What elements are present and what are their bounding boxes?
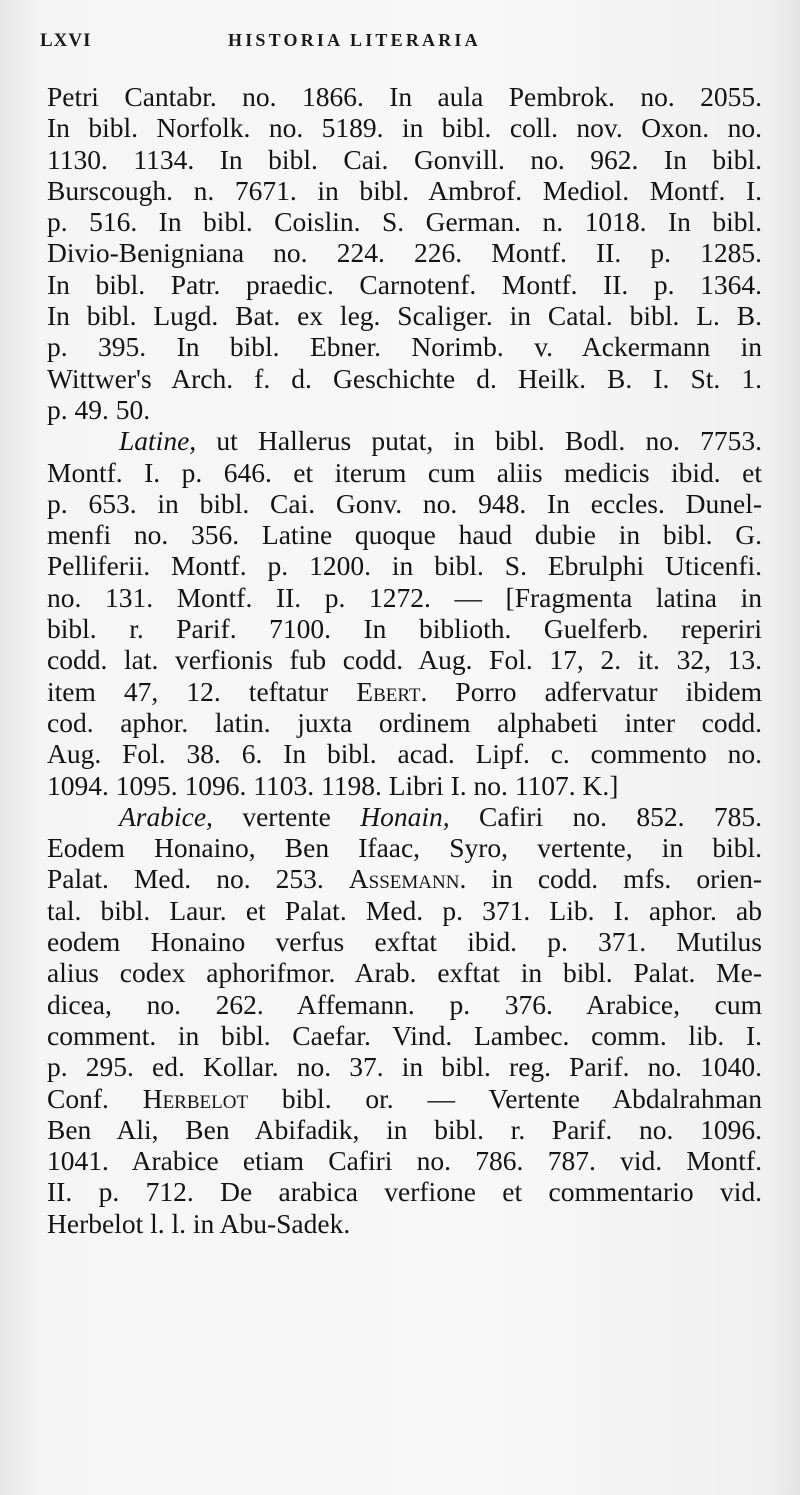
author-name: Assemann. (348, 863, 467, 895)
text-line: tal. bibl. Laur. et Palat. Med. p. 371. Lib. I. aphor. ab (47, 894, 762, 926)
running-title: HISTORIA LITERARIA (228, 30, 481, 50)
author-name: Ebert. (356, 675, 428, 707)
text-line: p. 653. in bibl. Cai. Gonv. no. 948. In eccles. Dunel- (47, 487, 762, 519)
text-fragment: bibl. or. — Vertente Abdalrahman (281, 1082, 762, 1114)
text-line: cod. aphor. latin. juxta ordinem alphabeti inter codd. (47, 706, 762, 738)
text-line: codd. lat. verfionis fub codd. Aug. Fol. 17, 2. it. 32, 13. (47, 644, 762, 676)
text-line: p. 516. In bibl. Coislin. S. German. n. 1018. In bibl. (47, 206, 762, 238)
text-line: Ben Ali, Ben Abifadik, in bibl. r. Parif. no. 1096. (47, 1113, 762, 1145)
paragraph-lead-word: Latine, (119, 425, 197, 457)
text-line: Montf. I. p. 646. et iterum cum aliis medicis ibid. et (47, 456, 762, 488)
text-line: II. p. 712. De arabica verfione et commentario vid. (47, 1176, 762, 1208)
translator-name: Honain, (360, 800, 450, 832)
text-line (47, 676, 762, 707)
text-line: menfi no. 356. Latine quoque haud dubie in bibl. G. (47, 519, 762, 551)
text-line: p. 395. In bibl. Ebner. Norimb. v. Ackermann in (47, 331, 762, 363)
text-line: Petri Cantabr. no. 1866. In aula Pembrok. no. 2055. (47, 81, 762, 112)
paragraph-lead-word: Arabice, (119, 800, 213, 832)
text-line: In bibl. Lugd. Bat. ex leg. Scaliger. in Catal. bibl. L. B. (47, 300, 762, 332)
text-fragment: Palat. Med. no. 253. (47, 863, 324, 895)
author-name: Herbelot (142, 1082, 249, 1114)
text-line: no. 131. Montf. II. p. 1272. — [Fragmenta latina in (47, 581, 762, 613)
text-line: alius codex aphorifmor. Arab. exftat in bibl. Palat. Me- (47, 957, 762, 989)
text-line: p. 295. ed. Kollar. no. 37. in bibl. reg. Parif. no. 1040. (47, 1051, 762, 1083)
text-line: Herbelot l. l. in Abu-Sadek. (47, 1207, 351, 1239)
text-fragment: Cafiri no. 852. 785. (479, 800, 762, 832)
text-line: p. 49. 50. (47, 393, 151, 425)
text-line (47, 801, 762, 832)
text-line: In bibl. Norfolk. no. 5189. in bibl. coll. nov. Oxon. no. (47, 112, 762, 144)
text-line (47, 863, 762, 894)
text-line: Aug. Fol. 38. 6. In bibl. acad. Lipf. c. commento no. (47, 738, 762, 770)
text-line: 1094. 1095. 1096. 1103. 1198. Libri I. no. 1107. K.] (47, 769, 619, 801)
text-line: bibl. r. Parif. 7100. In biblioth. Guelferb. reperiri (47, 613, 762, 645)
text-fragment: item 47, 12. teftatur (47, 675, 329, 707)
text-line: Pelliferii. Montf. p. 1200. in bibl. S. Ebrulphi Uticenfi. (47, 550, 762, 582)
text-line: eodem Honaino verfus exftat ibid. p. 371. Mutilus (47, 926, 762, 958)
page-body (47, 81, 762, 1239)
text-line: dicea, no. 262. Affemann. p. 376. Arabice, cum (47, 988, 762, 1020)
text-line: 1130. 1134. In bibl. Cai. Gonvill. no. 962. In bibl. (47, 143, 762, 175)
text-fragment: Conf. (47, 1082, 109, 1114)
text-line: comment. in bibl. Caefar. Vind. Lambec. comm. lib. I. (47, 1019, 762, 1051)
text-line: In bibl. Patr. praedic. Carnotenf. Montf. II. p. 1364. (47, 268, 762, 300)
text-fragment: ut Hallerus putat, in bibl. Bodl. no. 7753. (216, 425, 763, 457)
text-line (47, 1083, 762, 1114)
text-line (47, 425, 762, 456)
text-fragment: vertente (242, 800, 331, 832)
text-line: 1041. Arabice etiam Cafiri no. 786. 787. vid. Montf. (47, 1145, 762, 1177)
text-line: Burscough. n. 7671. in bibl. Ambrof. Mediol. Montf. I. (47, 174, 762, 206)
text-line: Wittwer's Arch. f. d. Geschichte d. Heilk. B. I. St. 1. (47, 362, 762, 394)
page-number: LXVI (40, 30, 92, 51)
text-fragment: in codd. mfs. orien- (491, 863, 763, 895)
text-fragment: Porro adfervatur ibidem (455, 675, 763, 707)
text-line: Divio-Benigniana no. 224. 226. Montf. II. p. 1285. (47, 237, 762, 269)
text-line: Eodem Honaino, Ben Ifaac, Syro, vertente, in bibl. (47, 832, 762, 864)
